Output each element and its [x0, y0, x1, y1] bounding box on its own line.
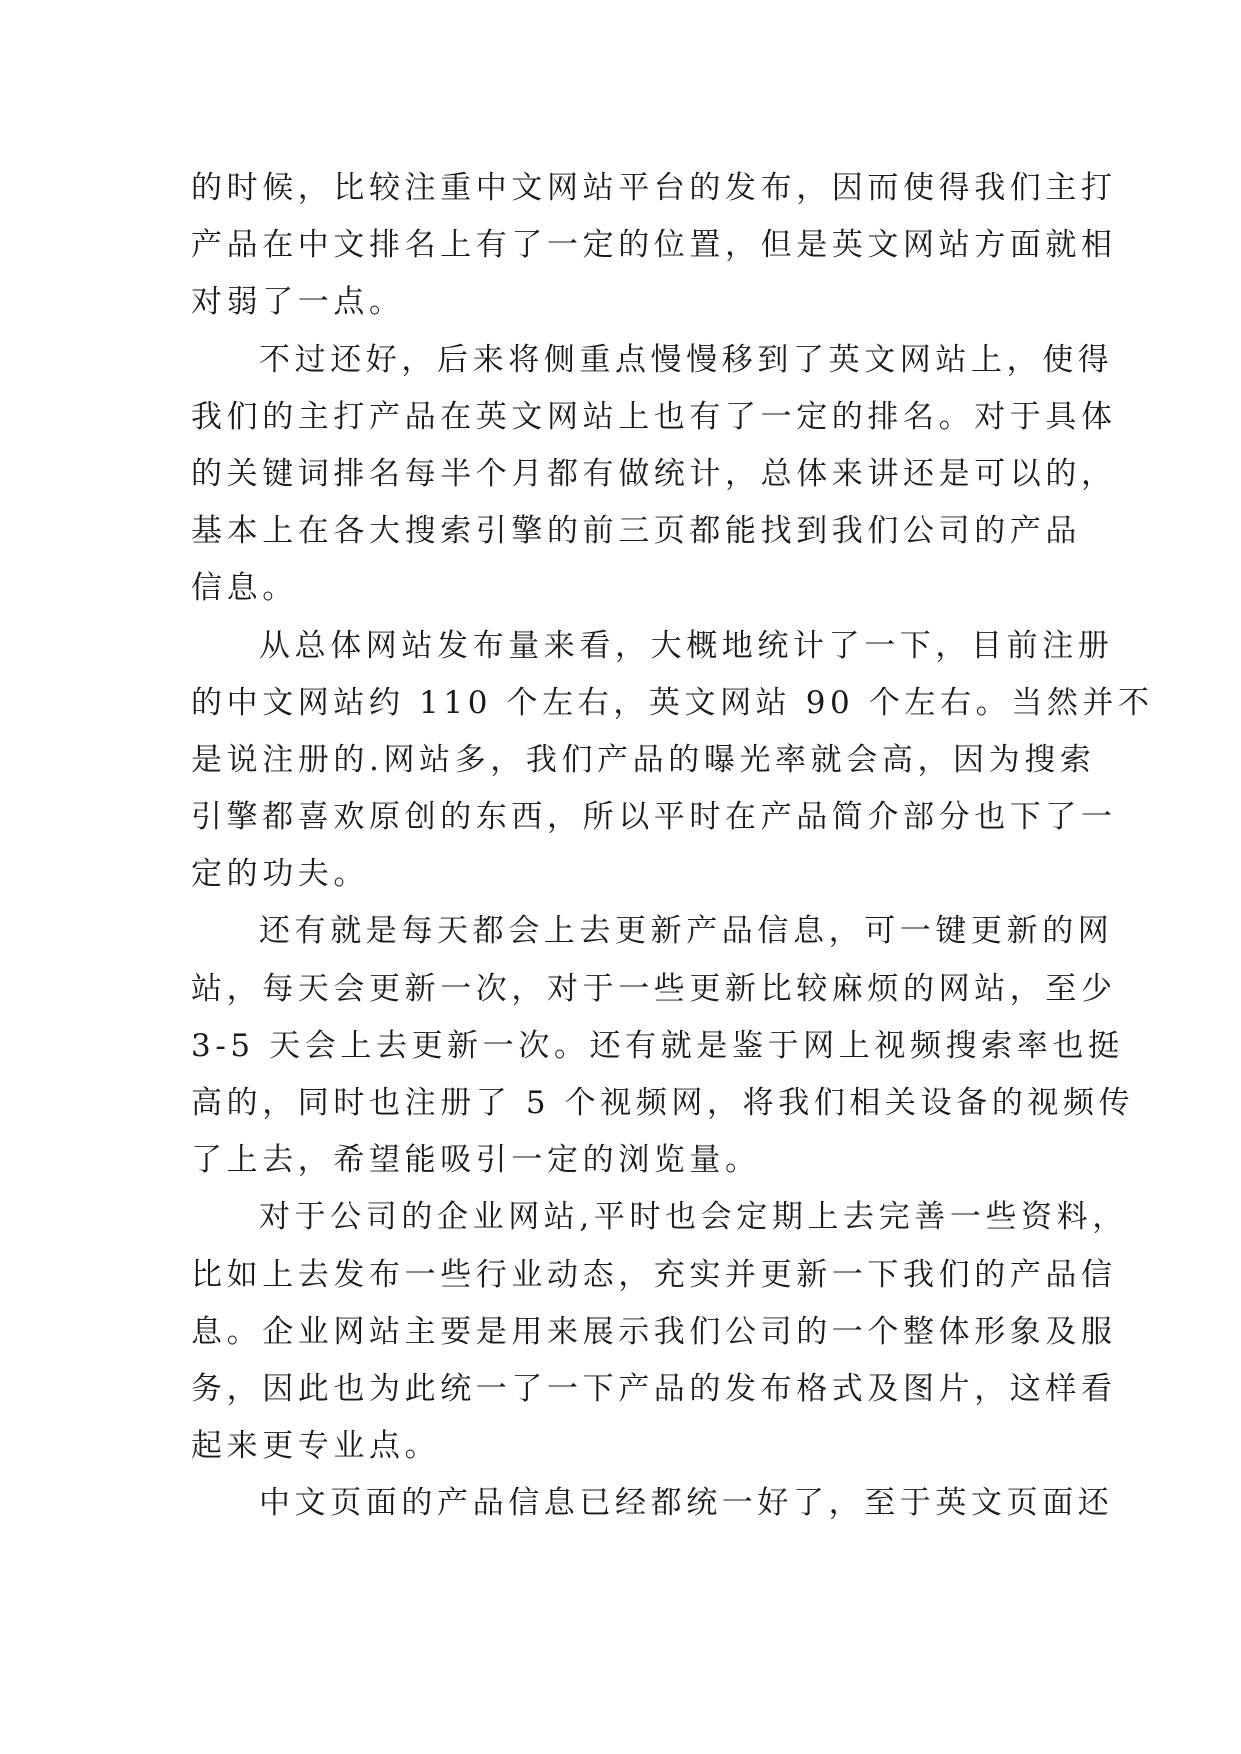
text-line: 3-5 天会上去更新一次。还有就是鉴于网上视频搜索率也挺 [191, 1027, 1124, 1064]
text-line: 基本上在各大搜索引擎的前三页都能找到我们公司的产品 [191, 513, 1081, 550]
paragraph-4 [191, 903, 1135, 1189]
paragraph-3 [191, 618, 1154, 904]
text-line: 高的，同时也注册了 5 个视频网，将我们相关设备的视频传 [191, 1085, 1135, 1121]
text-line: 起来更专业点。 [191, 1428, 441, 1465]
text-line: 比如上去发布一些行业动态，充实并更新一下我们的产品信 [191, 1256, 1117, 1293]
text-line: 我们的主打产品在英文网站上也有了一定的排名。对于具体 [191, 398, 1117, 435]
text-line: 的关键词排名每半个月都有做统计，总体来讲还是可以的， [191, 455, 1117, 492]
text-line: 对于公司的企业网站,平时也会定期上去完善一些资料， [259, 1199, 1128, 1236]
document-body [191, 160, 1154, 1533]
text-line: 的中文网站约 110 个左右，英文网站 90 个左右。当然并不 [191, 684, 1154, 721]
text-line: 定的功夫。 [191, 856, 369, 893]
text-line: 中文页面的产品信息已经都统一好了，至于英文页面还 [259, 1485, 1114, 1522]
text-line: 产品在中文排名上有了一定的位置，但是英文网站方面就相 [191, 227, 1117, 264]
text-line: 是说注册的.网站多，我们产品的曝光率就会高，因为搜索 [191, 741, 1096, 778]
text-line: 从总体网站发布量来看，大概地统计了一下，目前注册 [259, 627, 1114, 664]
text-line: 引擎都喜欢原创的东西，所以平时在产品简介部分也下了一 [191, 799, 1117, 836]
paragraph-1 [191, 160, 1117, 332]
text-line: 了上去，希望能吸引一定的浏览量。 [191, 1142, 761, 1179]
text-line: 务，因此也为此统一了一下产品的发布格式及图片，这样看 [191, 1370, 1117, 1407]
text-line: 息。企业网站主要是用来展示我们公司的一个整体形象及服 [191, 1313, 1117, 1350]
text-line: 对弱了一点。 [191, 284, 405, 321]
text-line: 还有就是每天都会上去更新产品信息，可一键更新的网 [259, 913, 1114, 950]
paragraph-5 [191, 1189, 1128, 1475]
text-line: 站，每天会更新一次，对于一些更新比较麻烦的网站，至少 [191, 970, 1117, 1007]
text-line: 不过还好，后来将侧重点慢慢移到了英文网站上，使得 [259, 341, 1114, 378]
paragraph-6 [191, 1475, 1114, 1532]
text-line: 信息。 [191, 570, 298, 607]
paragraph-2 [191, 332, 1117, 618]
text-line: 的时候，比较注重中文网站平台的发布，因而使得我们主打 [191, 170, 1117, 206]
